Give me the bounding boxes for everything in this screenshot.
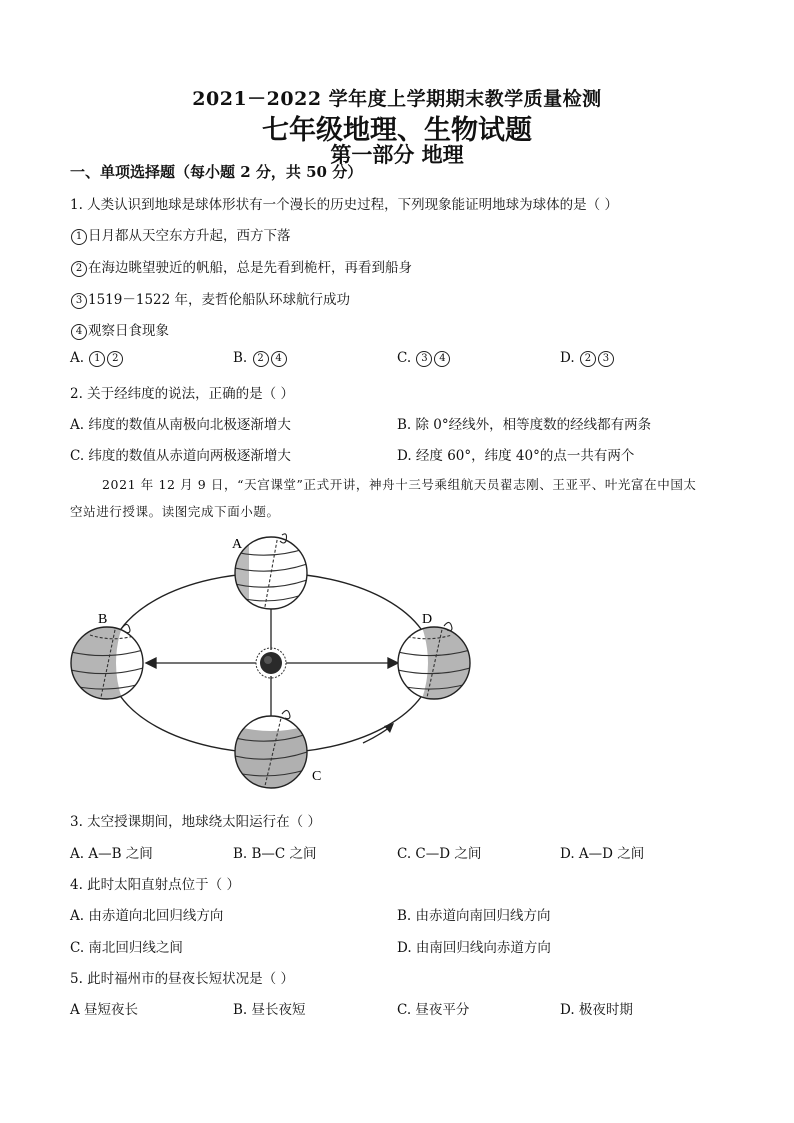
question-3-option-d[interactable]: D. A—D 之间 [560,846,645,862]
question-1-statement: 4 观察日食现象 [70,319,169,340]
subject-title: 七年级地理、生物试题 [262,115,532,146]
question-5-option-d[interactable]: D. 极夜时期 [560,1002,633,1018]
earth-b-icon [71,624,143,702]
question-1-statement: 1 日月都从天空东方升起，西方下落 [70,224,291,245]
earth-a-icon [235,534,307,612]
question-1-statement: 2 在海边眺望驶近的帆船，总是先看到桅杆，再看到船身 [70,256,412,277]
question-1-statement: 3 1519－1522 年，麦哲伦船队环球航行成功 [70,288,350,309]
question-1-stem: 1. 人类认识到地球是球体形状有一个漫长的历史过程，下列现象能证明地球为球体的是（ ） [70,197,618,213]
question-5-option-a[interactable]: A 昼短夜长 [70,1002,139,1018]
label-c: C [312,769,322,784]
earth-orbit-diagram [60,530,480,795]
question-5-stem: 5. 此时福州市的昼夜长短状况是（ ） [70,971,294,987]
question-4-option-b[interactable]: B. 由赤道向南回归线方向 [397,908,551,924]
question-4-option-c[interactable]: C. 南北回归线之间 [70,940,183,956]
circled-number: 3 [71,293,87,309]
earth-c-icon [235,710,307,790]
question-2-option-a[interactable]: A. 纬度的数值从南极向北极逐渐增大 [70,417,291,433]
question-4-option-d[interactable]: D. 由南回归线向赤道方向 [397,940,551,956]
earth-d-icon [398,622,470,702]
question-4-stem: 4. 此时太阳直射点位于（ ） [70,877,240,893]
question-2-stem: 2. 关于经纬度的说法，正确的是（ ） [70,386,294,402]
label-a: A [232,537,243,552]
circled-number: 2 [71,261,87,277]
question-2-option-b[interactable]: B. 除 0°经线外，相等度数的经线都有两条 [397,417,652,433]
label-b: B [98,612,108,627]
question-3-stem: 3. 太空授课期间，地球绕太阳运行在（ ） [70,814,321,830]
part-title: 第一部分 地理 [330,142,464,167]
label-d: D [422,612,433,627]
question-3-option-c[interactable]: C. C—D 之间 [397,846,482,862]
question-1-option-c[interactable]: C. 3 4 [397,350,451,367]
question-1-option-b[interactable]: B. 2 4 [233,350,288,367]
question-5-option-c[interactable]: C. 昼夜平分 [397,1002,470,1018]
question-1-option-a[interactable]: A. 1 2 [70,350,124,367]
question-1-option-d[interactable]: D. 2 3 [560,350,615,367]
circled-number: 4 [71,324,87,340]
sun-icon [256,648,286,678]
question-5-option-b[interactable]: B. 昼长夜短 [233,1002,306,1018]
question-4-option-a[interactable]: A. 由赤道向北回归线方向 [70,908,224,924]
circled-number: 1 [71,229,87,245]
section-heading: 一、单项选择题（每小题 2 分，共 50 分） [70,163,363,181]
question-3-option-a[interactable]: A. A—B 之间 [70,846,153,862]
question-2-option-d[interactable]: D. 经度 60°，纬度 40°的点一共有两个 [397,448,635,464]
reading-passage: 2021 年 12 月 9 日，“天宫课堂”正式开讲，神舟十三号乘组航天员翟志刚、王亚平、叶光富在中国太 空站进行授课。读图完成下面小题。 [70,477,697,519]
question-2-option-c[interactable]: C. 纬度的数值从赤道向两极逐渐增大 [70,448,291,464]
exam-title: 2021－2022 学年度上学期期末教学质量检测 [192,88,602,110]
question-3-option-b[interactable]: B. B—C 之间 [233,846,317,862]
